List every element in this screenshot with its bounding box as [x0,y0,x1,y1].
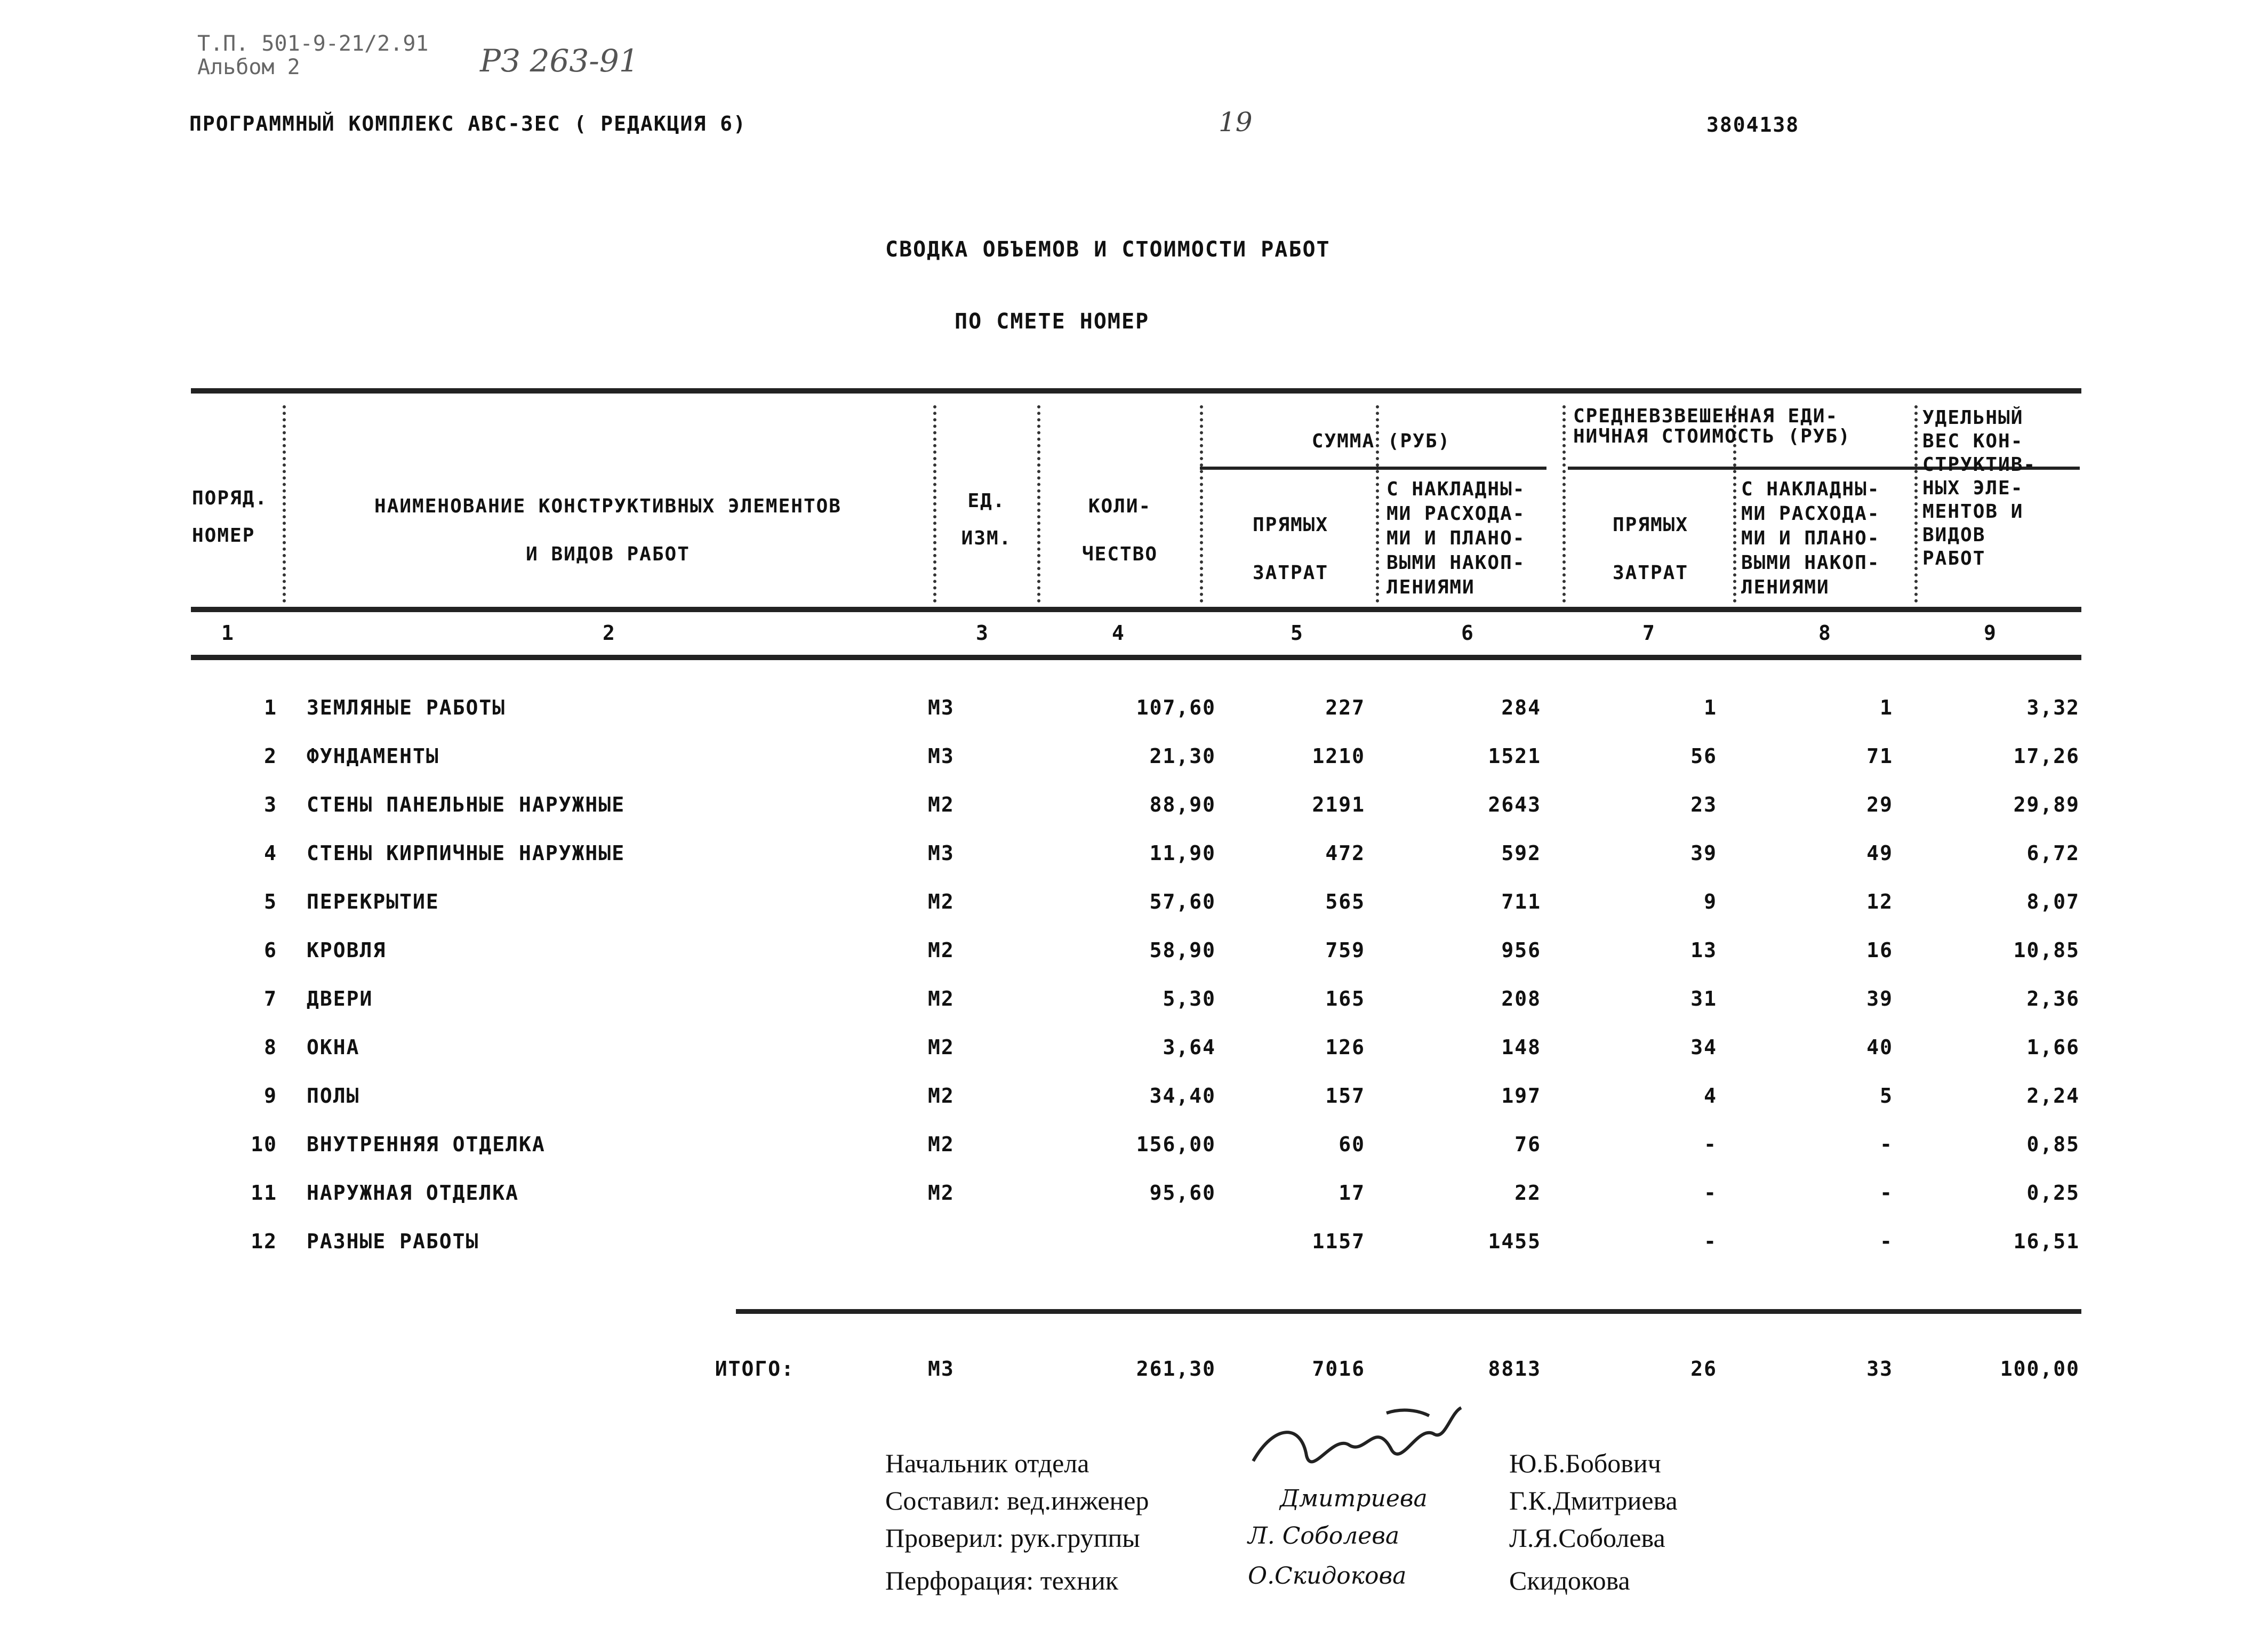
signature-handwriting: О.Скидокова [1248,1562,1407,1590]
cell-unit: М2 [928,938,955,962]
total-avg-overhead: 33 [1866,1357,1893,1381]
cell-share: 1,66 [2026,1036,2080,1059]
signature-role: Перфорация: техник [885,1566,1118,1595]
cell-unit: М2 [928,793,955,816]
header-avg-group [1573,406,1914,447]
cell-n: 2 [264,744,277,768]
corner-stamp-line: Т.П. 501-9-21/2.91 [197,31,429,56]
header-num-line: НОМЕР [192,525,255,547]
cell-name: ПОЛЫ [307,1084,360,1108]
cell-avg-overhead: - [1880,1133,1893,1156]
cell-unit: М3 [928,696,955,719]
cell-overhead: 22 [1514,1181,1541,1205]
header-share-line: ВИДОВ [1922,524,1986,546]
cell-overhead: 148 [1501,1036,1541,1059]
cell-share: 29,89 [2013,793,2080,816]
cell-n: 1 [264,696,277,719]
cell-avg-direct: - [1704,1230,1717,1253]
header-avg-group-line: НИЧНАЯ СТОИМОСТЬ (РУБ) [1573,426,1851,447]
cell-share: 8,07 [2026,890,2080,913]
table-total-rule [736,1309,2081,1314]
corner-stamp [197,32,428,79]
total-share: 100,00 [2000,1357,2080,1381]
column-number: 1 [221,621,235,645]
signature-handwriting: Л. Соболева [1248,1522,1400,1550]
cell-avg-direct: - [1704,1133,1717,1156]
avg-group-rule [1568,467,1914,470]
cell-qty: 11,90 [1149,841,1216,865]
header-sum-overhead-line: МИ РАСХОДА- [1387,503,1526,525]
header-avg-overhead-line: МИ И ПЛАНО- [1741,527,1880,549]
header-avg-group-line: СРЕДНЕВЗВЕШЕННАЯ ЕДИ- [1573,405,1839,427]
cell-direct: 227 [1325,696,1365,719]
header-avg-overhead-line: МИ РАСХОДА- [1741,503,1880,525]
cell-share: 2,36 [2026,987,2080,1010]
header-avg-direct-line: ПРЯМЫХ [1612,514,1689,536]
header-qty [1043,483,1197,579]
column-number: 2 [603,621,616,645]
cell-direct: 472 [1325,841,1365,865]
header-avg-overhead-line: ЛЕНИЯМИ [1741,576,1830,598]
cell-n: 4 [264,841,277,865]
cell-name: ПЕРЕКРЫТИЕ [307,890,439,913]
cell-avg-overhead: - [1880,1181,1893,1205]
cell-n: 11 [251,1181,277,1205]
cell-share: 6,72 [2026,841,2080,865]
cell-name: РАЗНЫЕ РАБОТЫ [307,1230,479,1253]
cell-overhead: 76 [1514,1133,1541,1156]
header-share-line: ВЕС КОН- [1922,430,2024,452]
header-sum-overhead-line: ЛЕНИЯМИ [1387,576,1475,598]
header-sum-overhead [1387,477,1562,600]
program-line: ПРОГРАММНЫЙ КОМПЛЕКС АВС-ЗЕС ( РЕДАКЦИЯ 6) [189,112,747,135]
cell-avg-overhead: 5 [1880,1084,1893,1108]
column-divider [1037,405,1040,603]
cell-avg-direct: 39 [1690,841,1717,865]
cell-qty: 88,90 [1149,793,1216,816]
cell-n: 12 [251,1230,277,1253]
cell-overhead: 197 [1501,1084,1541,1108]
cell-n: 7 [264,987,277,1010]
column-number: 6 [1461,621,1474,645]
cell-direct: 17 [1339,1181,1365,1205]
cell-unit: М2 [928,1084,955,1108]
column-number: 7 [1642,621,1656,645]
cell-avg-overhead: 49 [1866,841,1893,865]
cell-direct: 126 [1325,1036,1365,1059]
signature-handwriting: Дмитриева [1280,1485,1428,1512]
column-number: 5 [1291,621,1304,645]
column-divider [1562,405,1566,603]
cell-n: 9 [264,1084,277,1108]
header-avg-direct-line: ЗАТРАТ [1612,562,1689,584]
cell-qty: 58,90 [1149,938,1216,962]
total-direct: 7016 [1312,1357,1365,1381]
header-share-line: РАБОТ [1922,548,1986,569]
header-name [288,483,928,579]
cell-avg-direct: 23 [1690,793,1717,816]
header-unit-line: ЕД. [967,490,1006,512]
signature-name: Г.К.Дмитриева [1509,1486,1678,1515]
cell-n: 5 [264,890,277,913]
cell-avg-overhead: 39 [1866,987,1893,1010]
cell-n: 6 [264,938,277,962]
header-unit-line: ИЗМ. [961,527,1012,549]
cell-overhead: 592 [1501,841,1541,865]
header-sum-overhead-line: МИ И ПЛАНО- [1387,527,1526,549]
signature-role: Составил: вед.инженер [885,1486,1149,1515]
header-num [192,480,283,555]
cell-avg-overhead: 40 [1866,1036,1893,1059]
column-number: 8 [1818,621,1832,645]
cell-share: 2,24 [2026,1084,2080,1108]
header-sum-group: СУММА (РУБ) [1311,430,1451,452]
cell-unit: М2 [928,890,955,913]
page-title: СВОДКА ОБЪЕМОВ И СТОИМОСТИ РАБОТ [885,237,1331,262]
total-unit: М3 [928,1357,955,1381]
header-qty-line: ЧЕСТВО [1081,543,1158,565]
header-avg-overhead [1741,477,1917,600]
cell-name: ФУНДАМЕНТЫ [307,744,439,768]
cell-name: КРОВЛЯ [307,938,387,962]
cell-qty: 107,60 [1136,696,1216,719]
cell-qty: 21,30 [1149,744,1216,768]
cell-name: ОКНА [307,1036,360,1059]
cell-unit: М2 [928,1133,955,1156]
cell-avg-overhead: 16 [1866,938,1893,962]
cell-qty: 3,64 [1163,1036,1216,1059]
cell-unit: М3 [928,744,955,768]
page-number: 19 [1219,107,1253,138]
doc-number: 3804138 [1706,113,1800,137]
cell-avg-overhead: 1 [1880,696,1893,719]
signature-name: Скидокова [1509,1566,1630,1595]
header-name-line: И ВИДОВ РАБОТ [526,543,690,565]
cell-name: ЗЕМЛЯНЫЕ РАБОТЫ [307,696,506,719]
cell-share: 0,25 [2026,1181,2080,1205]
cell-overhead: 956 [1501,938,1541,962]
cell-overhead: 1455 [1488,1230,1541,1253]
header-share-line: МЕНТОВ И [1922,501,2024,523]
cell-n: 10 [251,1133,277,1156]
cell-avg-direct: 4 [1704,1084,1717,1108]
header-avg-overhead-line: ВЫМИ НАКОП- [1741,552,1880,574]
cell-unit: М2 [928,987,955,1010]
cell-share: 16,51 [2013,1230,2080,1253]
column-number: 3 [976,621,989,645]
cell-name: ВНУТРЕННЯЯ ОТДЕЛКА [307,1133,546,1156]
cell-direct: 60 [1339,1133,1365,1156]
cell-direct: 759 [1325,938,1365,962]
cell-share: 10,85 [2013,938,2080,962]
handwritten-number: РЗ 263-91 [480,43,639,79]
header-unit [939,483,1035,557]
signature-role: Начальник отдела [885,1448,1089,1478]
cell-qty: 156,00 [1136,1133,1216,1156]
cell-avg-direct: 34 [1690,1036,1717,1059]
cell-avg-direct: 31 [1690,987,1717,1010]
cell-direct: 157 [1325,1084,1365,1108]
header-sum-overhead-line: ВЫМИ НАКОП- [1387,552,1526,574]
column-divider [933,405,936,603]
signature-name: Ю.Б.Бобович [1509,1448,1661,1478]
sum-group-rule [1200,467,1546,470]
cell-avg-direct: 13 [1690,938,1717,962]
cell-avg-direct: 9 [1704,890,1717,913]
signature-role: Проверил: рук.группы [885,1523,1140,1553]
header-num-line: ПОРЯД. [192,487,268,509]
cell-avg-overhead: 12 [1866,890,1893,913]
cell-unit: М3 [928,841,955,865]
header-sum-direct-line: ЗАТРАТ [1252,562,1329,584]
table-colnum-rule [191,655,2081,660]
header-share-line: УДЕЛЬНЫЙ [1922,407,2024,429]
total-avg-direct: 26 [1690,1357,1717,1381]
header-share [1922,406,2082,571]
header-sum-overhead-line: С НАКЛАДНЫ- [1387,478,1526,500]
cell-qty: 57,60 [1149,890,1216,913]
signature-scribble [1243,1402,1466,1493]
total-overhead: 8813 [1488,1357,1541,1381]
cell-qty: 5,30 [1163,987,1216,1010]
total-label: ИТОГО: [715,1357,795,1381]
header-share-line: СТРУКТИВ- [1922,454,2037,476]
cell-avg-overhead: 71 [1866,744,1893,768]
header-avg-overhead-line: С НАКЛАДНЫ- [1741,478,1880,500]
cell-share: 17,26 [2013,744,2080,768]
header-avg-direct [1568,501,1733,597]
cell-unit: М2 [928,1181,955,1205]
cell-avg-direct: 56 [1690,744,1717,768]
cell-n: 8 [264,1036,277,1059]
column-number: 9 [1984,621,1997,645]
cell-overhead: 284 [1501,696,1541,719]
cell-qty: 34,40 [1149,1084,1216,1108]
cell-name: СТЕНЫ КИРПИЧНЫЕ НАРУЖНЫЕ [307,841,626,865]
signature-stroke [1253,1408,1461,1462]
cell-direct: 565 [1325,890,1365,913]
cell-avg-overhead: 29 [1866,793,1893,816]
cell-name: ДВЕРИ [307,987,373,1010]
cell-direct: 165 [1325,987,1365,1010]
page-subtitle: ПО СМЕТЕ НОМЕР [955,309,1150,334]
cell-overhead: 2643 [1488,793,1541,816]
header-sum-direct [1205,501,1376,597]
cell-qty: 95,60 [1149,1181,1216,1205]
total-qty: 261,30 [1136,1357,1216,1381]
header-name-line: НАИМЕНОВАНИЕ КОНСТРУКТИВНЫХ ЭЛЕМЕНТОВ [374,495,842,517]
column-divider [283,405,286,603]
column-number: 4 [1112,621,1125,645]
table-header-rule [191,607,2081,612]
cell-direct: 1157 [1312,1230,1365,1253]
header-sum-direct-line: ПРЯМЫХ [1252,514,1329,536]
cell-avg-overhead: - [1880,1230,1893,1253]
cell-name: СТЕНЫ ПАНЕЛЬНЫЕ НАРУЖНЫЕ [307,793,626,816]
header-share-line: НЫХ ЭЛЕ- [1922,477,2024,499]
cell-avg-direct: 1 [1704,696,1717,719]
column-divider [1200,405,1203,603]
cell-share: 0,85 [2026,1133,2080,1156]
corner-stamp-line: Альбом 2 [197,55,300,79]
cell-direct: 2191 [1312,793,1365,816]
header-qty-line: КОЛИ- [1088,495,1152,517]
cell-unit: М2 [928,1036,955,1059]
table-top-rule [191,388,2081,394]
cell-overhead: 711 [1501,890,1541,913]
cell-avg-direct: - [1704,1181,1717,1205]
signature-name: Л.Я.Соболева [1509,1523,1665,1553]
cell-share: 3,32 [2026,696,2080,719]
cell-n: 3 [264,793,277,816]
cell-overhead: 208 [1501,987,1541,1010]
cell-name: НАРУЖНАЯ ОТДЕЛКА [307,1181,519,1205]
cell-direct: 1210 [1312,744,1365,768]
cell-overhead: 1521 [1488,744,1541,768]
